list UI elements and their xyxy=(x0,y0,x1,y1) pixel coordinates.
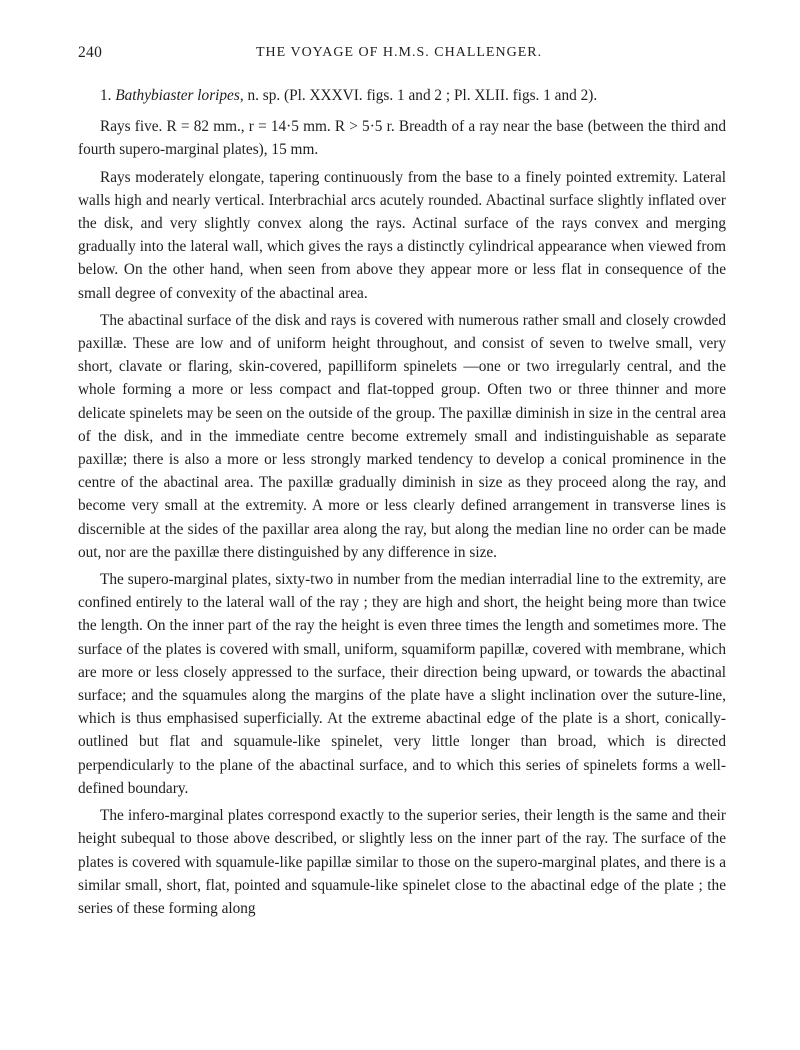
paragraph-rays-measurements: Rays five. R = 82 mm., r = 14·5 mm. R > 5·5 r. Breadth of a ray near the base (between the third and fourth supero-marginal plates), 15 mm. xyxy=(78,118,726,159)
paragraph-ray-shape: Rays moderately elongate, tapering continuously from the base to a finely pointed extremity. Lateral walls high and nearly vertical. Interbrachial arcs acutely rounded. Abactinal surface slightly inflated over the disk, and very slightly convex along the rays. Actinal surface of the rays convex and merging gradually into the lateral wall, which gives the rays a distinctly cylindrical appearance when viewed from below. On the other hand, when seen from above they appear more or less flat in consequence of the small degree of convexity of the abactinal area. xyxy=(78,168,726,302)
species-heading xyxy=(78,84,726,107)
paragraph-abactinal-surface: The abactinal surface of the disk and rays is covered with numerous rather small and closely crowded paxillæ. These are low and of uniform height throughout, and consist of seven to twelve small, very short, clavate or flaring, skin-covered, papilliform spinelets —one or two irregularly central, and the whole forming a more or less compact and flat-topped group. Often two or three thinner and more delicate spinelets may be seen on the outside of the group. The paxillæ diminish in size in the central area of the disk, and in the immediate centre become extremely small and indistinguishable as separate paxillæ; there is also a more or less strongly marked tendency to develop a conical prominence in the centre of the abactinal area. The paxillæ gradually diminish in size as they proceed along the ray, and become very small at the extremity. A more or less clearly defined arrangement in transverse lines is discernible at the sides of the paxillar area along the ray, but along the median line no order can be made out, nor are the paxillæ there distinguished by any difference in size. xyxy=(78,311,726,561)
species-number: 1. xyxy=(100,87,112,104)
page-body xyxy=(78,84,726,920)
page-number: 240 xyxy=(78,44,103,61)
species-reference: , n. sp. (Pl. XXXVI. figs. 1 and 2 ; Pl. XLII. figs. 1 and 2). xyxy=(239,87,598,104)
species-name: Bathybiaster loripes xyxy=(115,87,240,104)
paragraph-infero-marginal-plates: The infero-marginal plates correspond exactly to the superior series, their length is the same and their height subequal to those above described, or slightly less on the inner part of the ray. The surface of the plates is covered with squamule-like papillæ similar to those on the supero-marginal plates, and there is a similar small, short, flat, pointed and squamule-like spinelet close to the abactinal edge of the plate ; the series of these forming along xyxy=(78,807,726,917)
paragraph-supero-marginal-plates: The supero-marginal plates, sixty-two in number from the median interradial line to the extremity, are confined entirely to the lateral wall of the ray ; they are high and short, the height being more than twice the length. On the inner part of the ray the height is even three times the length and sometimes more. The surface of the plates is covered with small, uniform, squamiform papillæ, covered with membrane, which are more or less closely appressed to the surface, their direction being upward, or towards the abactinal surface; and the squamules along the margins of the plate have a slight inclination over the suture-line, which is thus emphasised superficially. At the extreme abactinal edge of the plate is a short, conically-outlined but flat and squamule-like spinelet, very little longer than broad, which is directed perpendicularly to the plane of the abactinal surface, and to which this series of spinelets forms a well-defined boundary. xyxy=(78,571,726,797)
page-header xyxy=(78,44,726,70)
running-title: THE VOYAGE OF H.M.S. CHALLENGER. xyxy=(256,45,543,60)
